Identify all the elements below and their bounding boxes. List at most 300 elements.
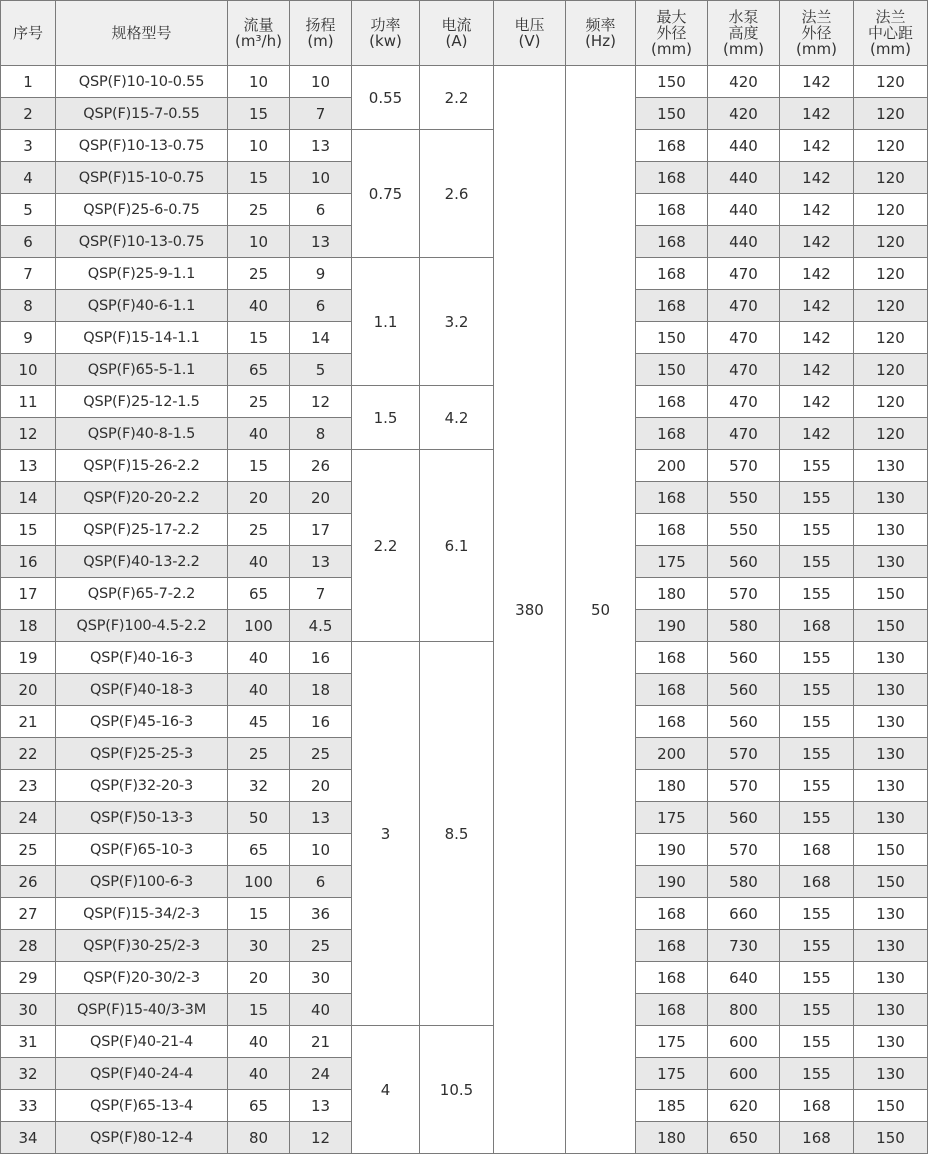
cell-model: QSP(F)15-14-1.1 (56, 322, 228, 354)
cell-flow: 30 (228, 930, 290, 962)
cell-pump-height: 650 (708, 1122, 780, 1154)
cell-head: 4.5 (290, 610, 352, 642)
cell-flange-od: 155 (780, 898, 854, 930)
cell-max-diameter: 168 (636, 994, 708, 1026)
cell-flow: 100 (228, 610, 290, 642)
cell-flange-center: 130 (854, 706, 928, 738)
table-row (1, 1026, 928, 1058)
cell-flange-center: 130 (854, 994, 928, 1026)
cell-flange-od: 155 (780, 738, 854, 770)
cell-max-diameter: 150 (636, 322, 708, 354)
cell-model: QSP(F)25-12-1.5 (56, 386, 228, 418)
cell-flange-od: 155 (780, 578, 854, 610)
cell-pump-height: 470 (708, 418, 780, 450)
cell-flow: 40 (228, 418, 290, 450)
cell-seq: 4 (1, 162, 56, 194)
table-row (1, 642, 928, 674)
cell-pump-height: 620 (708, 1090, 780, 1122)
cell-current: 3.2 (420, 258, 494, 386)
cell-flow: 10 (228, 66, 290, 98)
cell-flow: 15 (228, 98, 290, 130)
cell-flange-od: 155 (780, 706, 854, 738)
cell-pump-height: 550 (708, 514, 780, 546)
cell-max-diameter: 168 (636, 514, 708, 546)
cell-flange-od: 168 (780, 1090, 854, 1122)
cell-flange-od: 142 (780, 162, 854, 194)
cell-pump-height: 470 (708, 258, 780, 290)
cell-head: 18 (290, 674, 352, 706)
cell-flange-center: 130 (854, 546, 928, 578)
cell-max-diameter: 168 (636, 226, 708, 258)
cell-flange-center: 120 (854, 258, 928, 290)
cell-flange-center: 150 (854, 578, 928, 610)
cell-seq: 11 (1, 386, 56, 418)
cell-pump-height: 600 (708, 1058, 780, 1090)
cell-head: 14 (290, 322, 352, 354)
cell-flange-od: 142 (780, 322, 854, 354)
cell-model: QSP(F)40-8-1.5 (56, 418, 228, 450)
cell-pump-height: 470 (708, 322, 780, 354)
cell-seq: 22 (1, 738, 56, 770)
cell-max-diameter: 180 (636, 1122, 708, 1154)
cell-flange-center: 150 (854, 1122, 928, 1154)
cell-pump-height: 580 (708, 866, 780, 898)
cell-flange-center: 120 (854, 354, 928, 386)
cell-power: 0.55 (352, 66, 420, 130)
cell-seq: 5 (1, 194, 56, 226)
cell-seq: 32 (1, 1058, 56, 1090)
cell-max-diameter: 168 (636, 290, 708, 322)
col-header-head: 扬程 (m) (290, 1, 352, 66)
cell-pump-height: 570 (708, 578, 780, 610)
cell-max-diameter: 200 (636, 450, 708, 482)
cell-flange-od: 155 (780, 482, 854, 514)
cell-flange-center: 120 (854, 226, 928, 258)
cell-seq: 29 (1, 962, 56, 994)
cell-model: QSP(F)25-25-3 (56, 738, 228, 770)
cell-head: 24 (290, 1058, 352, 1090)
cell-head: 30 (290, 962, 352, 994)
cell-max-diameter: 190 (636, 834, 708, 866)
cell-flow: 65 (228, 354, 290, 386)
cell-max-diameter: 168 (636, 642, 708, 674)
cell-power: 1.1 (352, 258, 420, 386)
cell-flange-center: 130 (854, 930, 928, 962)
cell-frequency: 50 (566, 66, 636, 1154)
cell-flow: 20 (228, 482, 290, 514)
cell-seq: 8 (1, 290, 56, 322)
cell-flow: 40 (228, 674, 290, 706)
table-row (1, 258, 928, 290)
cell-flow: 100 (228, 866, 290, 898)
cell-seq: 20 (1, 674, 56, 706)
cell-model: QSP(F)30-25/2-3 (56, 930, 228, 962)
cell-max-diameter: 175 (636, 1026, 708, 1058)
cell-head: 12 (290, 1122, 352, 1154)
cell-flow: 25 (228, 258, 290, 290)
cell-model: QSP(F)40-21-4 (56, 1026, 228, 1058)
cell-current: 10.5 (420, 1026, 494, 1154)
cell-head: 25 (290, 930, 352, 962)
cell-max-diameter: 150 (636, 66, 708, 98)
cell-flange-od: 142 (780, 258, 854, 290)
cell-model: QSP(F)40-24-4 (56, 1058, 228, 1090)
cell-head: 13 (290, 802, 352, 834)
cell-head: 8 (290, 418, 352, 450)
cell-power: 0.75 (352, 130, 420, 258)
cell-flange-od: 168 (780, 834, 854, 866)
cell-power: 2.2 (352, 450, 420, 642)
cell-flange-center: 130 (854, 482, 928, 514)
cell-max-diameter: 168 (636, 706, 708, 738)
cell-seq: 1 (1, 66, 56, 98)
cell-model: QSP(F)40-18-3 (56, 674, 228, 706)
cell-model: QSP(F)100-6-3 (56, 866, 228, 898)
table-row (1, 130, 928, 162)
cell-seq: 6 (1, 226, 56, 258)
cell-flange-center: 130 (854, 898, 928, 930)
cell-flange-center: 150 (854, 834, 928, 866)
cell-pump-height: 440 (708, 130, 780, 162)
cell-head: 6 (290, 866, 352, 898)
cell-head: 25 (290, 738, 352, 770)
cell-max-diameter: 168 (636, 194, 708, 226)
cell-model: QSP(F)15-40/3-3M (56, 994, 228, 1026)
cell-flow: 40 (228, 546, 290, 578)
cell-current: 2.6 (420, 130, 494, 258)
cell-model: QSP(F)32-20-3 (56, 770, 228, 802)
cell-flange-center: 120 (854, 98, 928, 130)
cell-flange-center: 120 (854, 322, 928, 354)
cell-head: 26 (290, 450, 352, 482)
cell-seq: 14 (1, 482, 56, 514)
cell-max-diameter: 150 (636, 354, 708, 386)
cell-current: 4.2 (420, 386, 494, 450)
cell-pump-height: 560 (708, 674, 780, 706)
cell-pump-height: 420 (708, 66, 780, 98)
cell-max-diameter: 168 (636, 130, 708, 162)
cell-head: 40 (290, 994, 352, 1026)
cell-flange-center: 120 (854, 130, 928, 162)
cell-power: 3 (352, 642, 420, 1026)
cell-flow: 10 (228, 130, 290, 162)
cell-max-diameter: 200 (636, 738, 708, 770)
cell-flange-od: 155 (780, 674, 854, 706)
cell-max-diameter: 168 (636, 898, 708, 930)
cell-flow: 15 (228, 994, 290, 1026)
cell-flange-od: 155 (780, 642, 854, 674)
table-row (1, 386, 928, 418)
cell-flange-center: 150 (854, 1090, 928, 1122)
cell-seq: 13 (1, 450, 56, 482)
cell-max-diameter: 190 (636, 610, 708, 642)
cell-model: QSP(F)80-12-4 (56, 1122, 228, 1154)
cell-seq: 16 (1, 546, 56, 578)
cell-flange-center: 130 (854, 674, 928, 706)
cell-pump-height: 470 (708, 290, 780, 322)
cell-pump-height: 570 (708, 450, 780, 482)
cell-head: 10 (290, 66, 352, 98)
cell-current: 8.5 (420, 642, 494, 1026)
cell-seq: 26 (1, 866, 56, 898)
cell-head: 20 (290, 770, 352, 802)
cell-max-diameter: 168 (636, 162, 708, 194)
cell-pump-height: 660 (708, 898, 780, 930)
cell-head: 13 (290, 1090, 352, 1122)
cell-flange-od: 142 (780, 290, 854, 322)
cell-flange-od: 155 (780, 1026, 854, 1058)
cell-max-diameter: 168 (636, 418, 708, 450)
table-row (1, 66, 928, 98)
cell-flange-od: 142 (780, 386, 854, 418)
col-header-power: 功率 (kw) (352, 1, 420, 66)
cell-model: QSP(F)25-9-1.1 (56, 258, 228, 290)
cell-flange-center: 130 (854, 802, 928, 834)
cell-flange-center: 120 (854, 162, 928, 194)
cell-seq: 27 (1, 898, 56, 930)
cell-model: QSP(F)20-20-2.2 (56, 482, 228, 514)
cell-head: 9 (290, 258, 352, 290)
cell-seq: 24 (1, 802, 56, 834)
cell-model: QSP(F)40-16-3 (56, 642, 228, 674)
cell-seq: 7 (1, 258, 56, 290)
cell-flow: 65 (228, 578, 290, 610)
cell-flow: 15 (228, 162, 290, 194)
cell-seq: 30 (1, 994, 56, 1026)
cell-head: 10 (290, 162, 352, 194)
col-header-frequency: 频率 (Hz) (566, 1, 636, 66)
cell-pump-height: 800 (708, 994, 780, 1026)
cell-flow: 15 (228, 450, 290, 482)
col-header-voltage: 电压 (V) (494, 1, 566, 66)
col-header-flange-center: 法兰 中心距 (mm) (854, 1, 928, 66)
cell-seq: 28 (1, 930, 56, 962)
cell-voltage: 380 (494, 66, 566, 1154)
cell-flange-od: 142 (780, 130, 854, 162)
cell-head: 10 (290, 834, 352, 866)
cell-flow: 40 (228, 1058, 290, 1090)
cell-flange-od: 168 (780, 1122, 854, 1154)
cell-seq: 10 (1, 354, 56, 386)
cell-pump-height: 470 (708, 354, 780, 386)
cell-seq: 3 (1, 130, 56, 162)
cell-seq: 15 (1, 514, 56, 546)
cell-head: 6 (290, 194, 352, 226)
cell-pump-height: 440 (708, 194, 780, 226)
cell-seq: 23 (1, 770, 56, 802)
cell-flow: 32 (228, 770, 290, 802)
cell-pump-height: 560 (708, 546, 780, 578)
cell-model: QSP(F)10-13-0.75 (56, 226, 228, 258)
cell-pump-height: 440 (708, 226, 780, 258)
cell-pump-height: 570 (708, 834, 780, 866)
cell-flange-od: 168 (780, 866, 854, 898)
cell-power: 4 (352, 1026, 420, 1154)
cell-model: QSP(F)65-10-3 (56, 834, 228, 866)
cell-head: 12 (290, 386, 352, 418)
cell-flow: 15 (228, 898, 290, 930)
cell-pump-height: 600 (708, 1026, 780, 1058)
cell-max-diameter: 185 (636, 1090, 708, 1122)
cell-flange-center: 120 (854, 290, 928, 322)
cell-max-diameter: 168 (636, 258, 708, 290)
cell-model: QSP(F)15-26-2.2 (56, 450, 228, 482)
cell-head: 36 (290, 898, 352, 930)
cell-seq: 12 (1, 418, 56, 450)
cell-model: QSP(F)10-13-0.75 (56, 130, 228, 162)
cell-head: 13 (290, 546, 352, 578)
cell-flange-center: 130 (854, 642, 928, 674)
cell-max-diameter: 168 (636, 674, 708, 706)
cell-flange-center: 120 (854, 418, 928, 450)
cell-head: 17 (290, 514, 352, 546)
col-header-max-diameter: 最大 外径 (mm) (636, 1, 708, 66)
cell-flow: 65 (228, 1090, 290, 1122)
cell-pump-height: 570 (708, 770, 780, 802)
cell-flange-center: 120 (854, 66, 928, 98)
cell-head: 7 (290, 578, 352, 610)
cell-model: QSP(F)25-17-2.2 (56, 514, 228, 546)
cell-head: 16 (290, 642, 352, 674)
cell-max-diameter: 175 (636, 1058, 708, 1090)
cell-seq: 17 (1, 578, 56, 610)
cell-model: QSP(F)25-6-0.75 (56, 194, 228, 226)
cell-flow: 15 (228, 322, 290, 354)
cell-flange-od: 155 (780, 450, 854, 482)
cell-pump-height: 730 (708, 930, 780, 962)
cell-flange-od: 142 (780, 226, 854, 258)
col-header-flow: 流量 (m³/h) (228, 1, 290, 66)
cell-flow: 40 (228, 290, 290, 322)
cell-model: QSP(F)10-10-0.55 (56, 66, 228, 98)
cell-flow: 10 (228, 226, 290, 258)
cell-max-diameter: 175 (636, 802, 708, 834)
cell-max-diameter: 168 (636, 482, 708, 514)
cell-flange-center: 120 (854, 386, 928, 418)
cell-flange-od: 142 (780, 354, 854, 386)
cell-max-diameter: 168 (636, 386, 708, 418)
cell-model: QSP(F)100-4.5-2.2 (56, 610, 228, 642)
cell-seq: 31 (1, 1026, 56, 1058)
cell-max-diameter: 190 (636, 866, 708, 898)
cell-pump-height: 420 (708, 98, 780, 130)
cell-seq: 9 (1, 322, 56, 354)
cell-max-diameter: 168 (636, 962, 708, 994)
cell-head: 16 (290, 706, 352, 738)
cell-seq: 19 (1, 642, 56, 674)
cell-max-diameter: 150 (636, 98, 708, 130)
cell-model: QSP(F)15-10-0.75 (56, 162, 228, 194)
cell-model: QSP(F)45-16-3 (56, 706, 228, 738)
cell-max-diameter: 180 (636, 578, 708, 610)
cell-flange-od: 168 (780, 610, 854, 642)
cell-current: 6.1 (420, 450, 494, 642)
cell-model: QSP(F)40-6-1.1 (56, 290, 228, 322)
cell-head: 21 (290, 1026, 352, 1058)
cell-flange-center: 150 (854, 866, 928, 898)
cell-flow: 50 (228, 802, 290, 834)
cell-model: QSP(F)15-7-0.55 (56, 98, 228, 130)
cell-pump-height: 570 (708, 738, 780, 770)
cell-max-diameter: 168 (636, 930, 708, 962)
cell-head: 13 (290, 130, 352, 162)
cell-flange-od: 155 (780, 802, 854, 834)
cell-flange-center: 130 (854, 1058, 928, 1090)
cell-model: QSP(F)65-5-1.1 (56, 354, 228, 386)
cell-flow: 40 (228, 642, 290, 674)
cell-current: 2.2 (420, 66, 494, 130)
cell-flange-center: 130 (854, 962, 928, 994)
cell-model: QSP(F)50-13-3 (56, 802, 228, 834)
cell-flange-od: 142 (780, 418, 854, 450)
cell-flange-center: 130 (854, 514, 928, 546)
cell-flange-od: 155 (780, 546, 854, 578)
cell-flow: 25 (228, 514, 290, 546)
col-header-current: 电流 (A) (420, 1, 494, 66)
cell-seq: 34 (1, 1122, 56, 1154)
cell-pump-height: 580 (708, 610, 780, 642)
cell-flange-center: 130 (854, 450, 928, 482)
cell-pump-height: 560 (708, 802, 780, 834)
cell-flange-od: 142 (780, 98, 854, 130)
table-row (1, 450, 928, 482)
cell-max-diameter: 180 (636, 770, 708, 802)
cell-head: 20 (290, 482, 352, 514)
cell-pump-height: 560 (708, 706, 780, 738)
col-header-pump-height: 水泵 高度 (mm) (708, 1, 780, 66)
cell-max-diameter: 175 (636, 546, 708, 578)
cell-seq: 25 (1, 834, 56, 866)
cell-seq: 21 (1, 706, 56, 738)
header-row (1, 1, 928, 66)
cell-model: QSP(F)15-34/2-3 (56, 898, 228, 930)
cell-seq: 18 (1, 610, 56, 642)
cell-flange-od: 155 (780, 994, 854, 1026)
cell-flow: 20 (228, 962, 290, 994)
col-header-model: 规格型号 (56, 1, 228, 66)
cell-pump-height: 560 (708, 642, 780, 674)
cell-pump-height: 550 (708, 482, 780, 514)
cell-flow: 40 (228, 1026, 290, 1058)
cell-flange-od: 155 (780, 1058, 854, 1090)
cell-power: 1.5 (352, 386, 420, 450)
cell-flange-center: 130 (854, 738, 928, 770)
cell-flange-od: 155 (780, 514, 854, 546)
cell-seq: 2 (1, 98, 56, 130)
cell-model: QSP(F)65-13-4 (56, 1090, 228, 1122)
cell-model: QSP(F)40-13-2.2 (56, 546, 228, 578)
cell-pump-height: 640 (708, 962, 780, 994)
cell-head: 6 (290, 290, 352, 322)
cell-flow: 25 (228, 738, 290, 770)
cell-flange-od: 142 (780, 194, 854, 226)
cell-flange-od: 155 (780, 930, 854, 962)
cell-flange-center: 120 (854, 194, 928, 226)
table-body (1, 66, 928, 1154)
cell-flange-center: 150 (854, 610, 928, 642)
cell-head: 13 (290, 226, 352, 258)
cell-flow: 45 (228, 706, 290, 738)
col-header-flange-od: 法兰 外径 (mm) (780, 1, 854, 66)
cell-head: 5 (290, 354, 352, 386)
cell-flange-center: 130 (854, 770, 928, 802)
cell-flow: 65 (228, 834, 290, 866)
col-header-seq: 序号 (1, 1, 56, 66)
cell-flange-od: 155 (780, 770, 854, 802)
cell-model: QSP(F)65-7-2.2 (56, 578, 228, 610)
cell-pump-height: 440 (708, 162, 780, 194)
cell-flow: 25 (228, 386, 290, 418)
